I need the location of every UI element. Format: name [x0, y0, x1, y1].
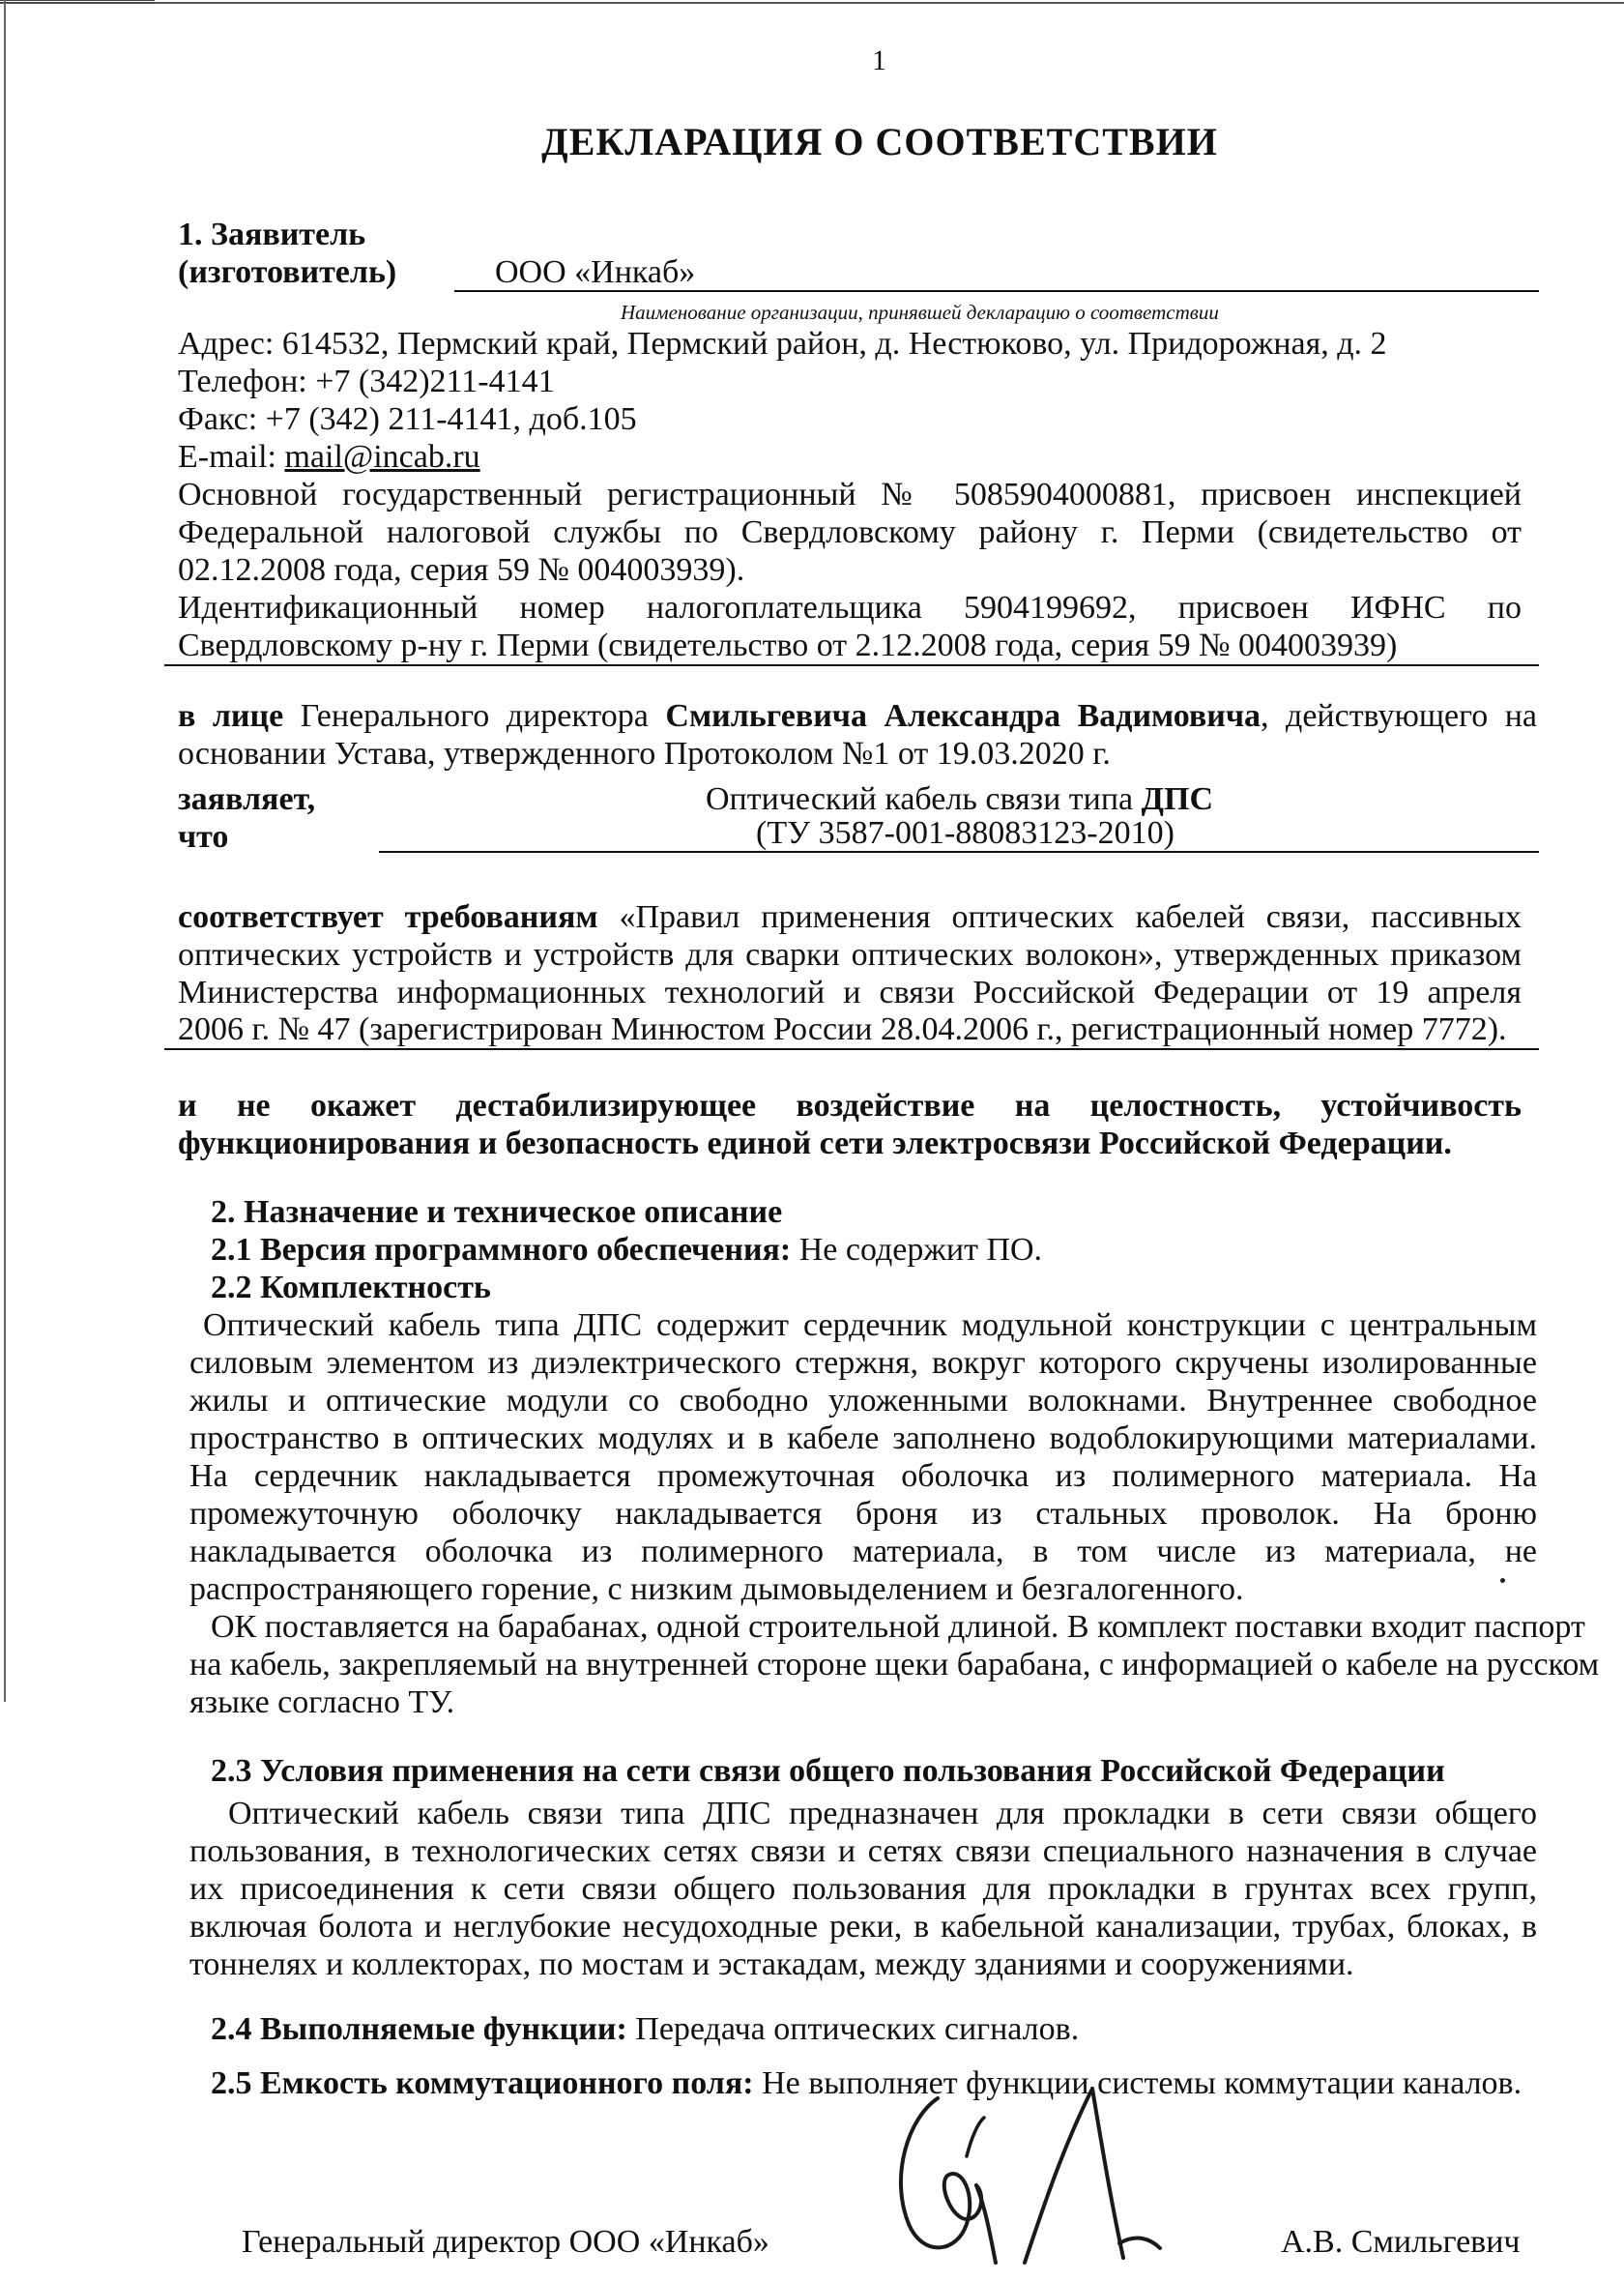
- application-line: включая болота и неглубокие несудоходные реки, в кабельной канализации, трубах, блоках, в: [189, 1909, 1537, 1945]
- section1-underline: [164, 664, 1539, 666]
- stability-line2: функционирования и безопасность единой сети электросвязи Российской Федерации.: [178, 1126, 1452, 1161]
- representative-line1: [178, 698, 1537, 735]
- conformity-underline: [164, 1048, 1539, 1050]
- conformity-line3: Министерства информационных технологий и связи Российской Федерации от 19 апреля: [178, 975, 1522, 1010]
- completeness-line: накладывается оболочка из полимерного материала, в том числе из материала, не: [189, 1534, 1537, 1569]
- representative-name: Смильгевича Александра Вадимовича: [665, 698, 1262, 734]
- applicant-fax: Факс: +7 (342) 211-4141, доб.105: [178, 401, 637, 437]
- application-line: тоннелях и коллекторах, по мостам и эстакадам, между зданиями и сооружениями.: [189, 1946, 1354, 1982]
- representative-text1: Генерального директора: [283, 698, 666, 734]
- completeness-line: На сердечник накладывается промежуточная оболочка из полимерного материала. На: [189, 1458, 1537, 1494]
- completeness-line: жилы и оптические модули со свободно уложенными волокнами. Внутреннее свободное: [189, 1383, 1537, 1419]
- email-label: E-mail:: [178, 439, 285, 475]
- completeness-line: силовым элементом из диэлектрического стержня, вокруг которого скручены изолированные: [189, 1345, 1537, 1381]
- declares-label2: что: [178, 819, 229, 855]
- applicant-label-line2: (изготовитель): [178, 254, 397, 290]
- scan-top-border: [0, 2, 1624, 4]
- page-number: 1: [872, 44, 886, 76]
- inn-line1: Идентификационный номер налогоплательщика 5904199692, присвоен ИФНС по: [178, 590, 1522, 626]
- functions-value: Передача оптических сигналов.: [626, 2011, 1080, 2047]
- completeness-line: промежуточную оболочку накладывается броня из стальных проволок. На броню: [189, 1496, 1537, 1532]
- representative-text2: , действующего на: [1261, 698, 1537, 734]
- applicant-name: ООО «Инкаб»: [495, 254, 696, 290]
- product-name-text: Оптический кабель связи типа: [706, 781, 1142, 817]
- application-line: Оптический кабель связи типа ДПС предназначен для прокладки в сети связи общего: [228, 1796, 1537, 1831]
- conformity-line1-rest: «Правил применения оптических кабелей связи, пассивных: [597, 899, 1522, 935]
- completeness-line: Оптический кабель типа ДПС содержит сердечник модульной конструкции с центральным: [203, 1307, 1537, 1343]
- signatory-name: А.В. Смильгевич: [1281, 2224, 1521, 2260]
- applicant-email-row: [178, 439, 480, 476]
- application-line: пользования, в технологических сетях связи и сетях связи специального назначения в случае: [189, 1833, 1537, 1869]
- section2-2-heading: 2.2 Комплектность: [211, 1270, 491, 1305]
- conformity-lead: соответствует требованиям: [178, 899, 598, 935]
- software-version-label: 2.1 Версия программного обеспечения:: [211, 1232, 792, 1268]
- product-type: ДПС: [1141, 781, 1214, 817]
- delivery-line: на кабель, закрепляемый на внутренней стороне щеки барабана, с информацией о кабеле на русском: [189, 1647, 1600, 1682]
- section2-5-row: [211, 2065, 1522, 2102]
- applicant-label-line1: 1. Заявитель: [178, 217, 366, 252]
- ogrn-line2: Федеральной налоговой службы по Свердловскому району г. Перми (свидетельство от: [178, 514, 1522, 550]
- applicant-name-caption: Наименование организации, принявшей декларацию о соответствии: [621, 301, 1219, 324]
- email-link[interactable]: mail@incab.ru: [284, 439, 480, 475]
- functions-label: 2.4 Выполняемые функции:: [211, 2011, 627, 2047]
- completeness-line: пространство в оптических модулях и в кабеле заполнено водоблокирующими материалами.: [189, 1420, 1537, 1456]
- completeness-line: распространяющего горение, с низким дымовыделением и безгалогенного.: [189, 1571, 1244, 1607]
- conformity-line2: оптических устройств и устройств для сварки оптических волокон», утвержденных приказом: [178, 937, 1522, 973]
- applicant-name-underline: [454, 290, 1539, 292]
- document-title: ДЕКЛАРАЦИЯ О СООТВЕТСТВИИ: [541, 120, 1218, 163]
- section2-heading: 2. Назначение и техническое описание: [211, 1194, 783, 1230]
- declares-label1: заявляет,: [178, 781, 316, 817]
- representative-lead: в лице: [178, 698, 284, 734]
- stability-line1: и не окажет дестабилизирующее воздействие на целостность, устойчивость: [178, 1088, 1522, 1124]
- product-name-line1: [706, 781, 1213, 818]
- representative-line2: основании Устава, утвержденного Протоколом №1 от 19.03.2020 г.: [178, 736, 1111, 772]
- software-version-value: Не содержит ПО.: [791, 1232, 1043, 1268]
- applicant-phone: Телефон: +7 (342)211-4141: [178, 364, 555, 399]
- delivery-line: языке согласно ТУ.: [189, 1684, 455, 1720]
- scan-corner-mark: [0, 0, 155, 9]
- inn-line2: Свердловскому р-ну г. Перми (свидетельство от 2.12.2008 года, серия 59 № 004003939): [178, 628, 1398, 663]
- switching-capacity-value: Не выполняет функции системы коммутации каналов.: [753, 2065, 1522, 2101]
- ogrn-line1: Основной государственный регистрационный № 5085904000881, присвоен инспекцией: [178, 477, 1522, 512]
- ogrn-line3: 02.12.2008 года, серия 59 № 004003939).: [178, 552, 745, 588]
- section2-1-row: [211, 1232, 1042, 1269]
- handwritten-signature: [870, 2040, 1237, 2282]
- applicant-address: Адрес: 614532, Пермский край, Пермский район, д. Нестюково, ул. Придорожная, д. 2: [178, 326, 1387, 362]
- product-spec: (ТУ 3587-001-88083123-2010): [756, 815, 1174, 851]
- section2-3-heading: 2.3 Условия применения на сети связи общего пользования Российской Федерации: [211, 1753, 1445, 1789]
- conformity-line4: 2006 г. № 47 (зарегистрирован Минюстом России 28.04.2006 г., регистрационный номер 7772).: [178, 1011, 1507, 1047]
- scan-left-border: [4, 0, 6, 1702]
- application-line: их присоединения к сети связи общего пользования для прокладки в грунтах всех групп,: [189, 1871, 1537, 1907]
- scan-speck: [1500, 1578, 1505, 1583]
- switching-capacity-label: 2.5 Емкость коммутационного поля:: [211, 2065, 754, 2101]
- product-underline: [379, 851, 1539, 853]
- delivery-line: ОК поставляется на барабанах, одной строительной длиной. В комплект поставки входит паспорт: [211, 1609, 1585, 1645]
- conformity-line1: [178, 899, 1522, 936]
- signatory-position: Генеральный директор ООО «Инкаб»: [242, 2224, 769, 2260]
